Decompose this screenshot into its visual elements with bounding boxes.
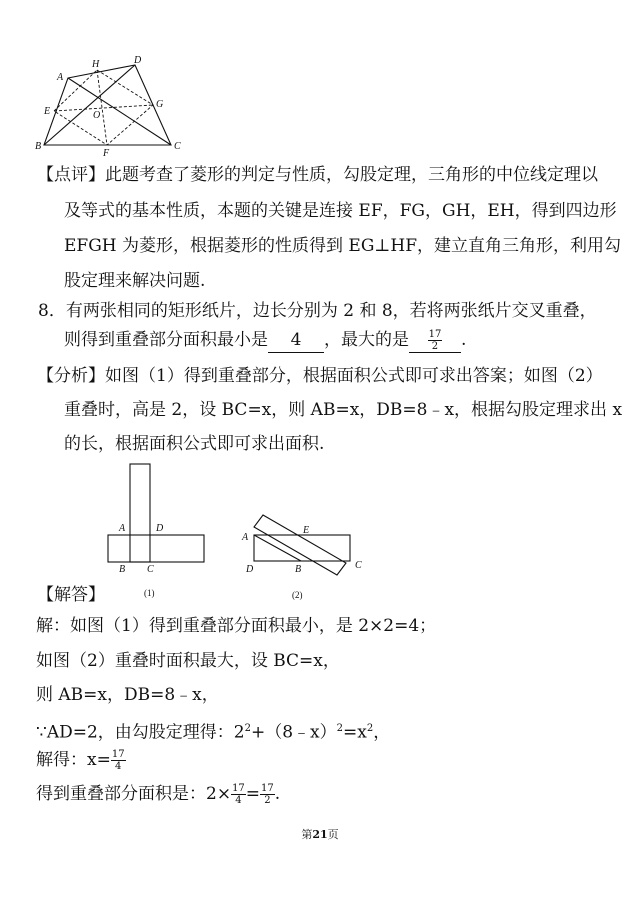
label-c: C	[174, 141, 181, 152]
question-number: 8．	[38, 301, 66, 321]
fig1-label-c: C	[147, 564, 154, 575]
area-fraction-1: $\frac{17}{4}$	[232, 783, 245, 806]
fig2-caption: (2)	[292, 590, 303, 600]
trapezoid-figure	[30, 52, 181, 159]
analysis-line-1: 【分析】如图（1）得到重叠部分，根据面积公式即可求出答案；如图（2）	[37, 366, 603, 386]
answer-min-blank: 4	[268, 328, 324, 353]
x-fraction: $\frac{17}{4}$	[111, 749, 125, 772]
solution-line-5: 解得：x= $\frac{17}{4}$	[36, 749, 125, 772]
fig1-label-d: D	[156, 523, 164, 534]
figure-1	[100, 460, 215, 600]
label-d: D	[134, 55, 142, 66]
area-fraction-2: $\frac{17}{2}$	[261, 783, 274, 806]
solution-line-6: 得到重叠部分面积是：2× $\frac{17}{4}$ = $\frac{17}{2}$ .	[36, 783, 281, 806]
answer-max-blank	[409, 328, 461, 353]
label-f: F	[103, 148, 110, 159]
question-line-1: 8．有两张相同的矩形纸片，边长分别为 2 和 8，若将两张纸片交叉重叠，	[38, 301, 597, 321]
vertical-rectangle	[130, 464, 150, 562]
review-line-4: 股定理来解决问题.	[64, 271, 206, 291]
fig2-label-b: B	[295, 564, 302, 575]
label-g: G	[156, 99, 164, 110]
solution-tag: 【解答】	[37, 585, 105, 605]
fig2-label-c: C	[355, 560, 362, 571]
page-number: 21	[312, 828, 328, 841]
horizontal-rectangle	[108, 535, 204, 562]
fig2-label-a: A	[242, 532, 249, 543]
question-line-2: 则得到重叠部分面积最小是 4 ，最大的是 $\frac{17}{2}$ .	[64, 329, 467, 352]
label-a: A	[57, 72, 64, 83]
fig1-label-a: A	[119, 523, 126, 534]
fig1-label-b: B	[119, 564, 126, 575]
review-line-2: 及等式的基本性质，本题的关键是连接 EF，FG，GH，EH，得到四边形	[64, 201, 617, 221]
fig1-caption: (1)	[144, 588, 155, 598]
label-h: H	[92, 59, 100, 70]
label-e: E	[44, 106, 51, 117]
fig2-label-e: E	[303, 525, 310, 536]
analysis-line-2: 重叠时，高是 2，设 BC=x，则 AB=x，DB=8﹣x，根据勾股定理求出 x	[64, 400, 623, 420]
figure-2	[236, 505, 371, 605]
fig2-label-d: D	[246, 564, 254, 575]
solution-line-4: ∵AD=2，由勾股定理得：$2^2+(8﹣x)^2=x^2$，	[36, 722, 391, 743]
review-tag: 【点评】	[37, 165, 105, 185]
solution-line-1: 解：如图（1）得到重叠部分面积最小，是 2×2=4；	[36, 616, 437, 636]
overlap-edge	[254, 535, 301, 561]
solution-line-3: 则 AB=x，DB=8﹣x，	[36, 685, 219, 705]
analysis-line-3: 的长，根据面积公式即可求出面积.	[64, 434, 325, 454]
page-footer: 第21页	[301, 828, 339, 841]
label-o: O	[93, 110, 101, 121]
analysis-tag: 【分析】	[37, 366, 105, 386]
review-line-1: 【点评】此题考查了菱形的判定与性质，勾股定理，三角形的中位线定理以	[37, 165, 598, 185]
solution-line-2: 如图（2）重叠时面积最大，设 BC=x，	[36, 651, 340, 671]
answer-max-fraction: $\frac{17}{2}$	[428, 329, 442, 352]
review-line-3: EFGH 为菱形，根据菱形的性质得到 EG⊥HF，建立直角三角形，利用勾	[64, 236, 622, 256]
label-b: B	[35, 141, 42, 152]
